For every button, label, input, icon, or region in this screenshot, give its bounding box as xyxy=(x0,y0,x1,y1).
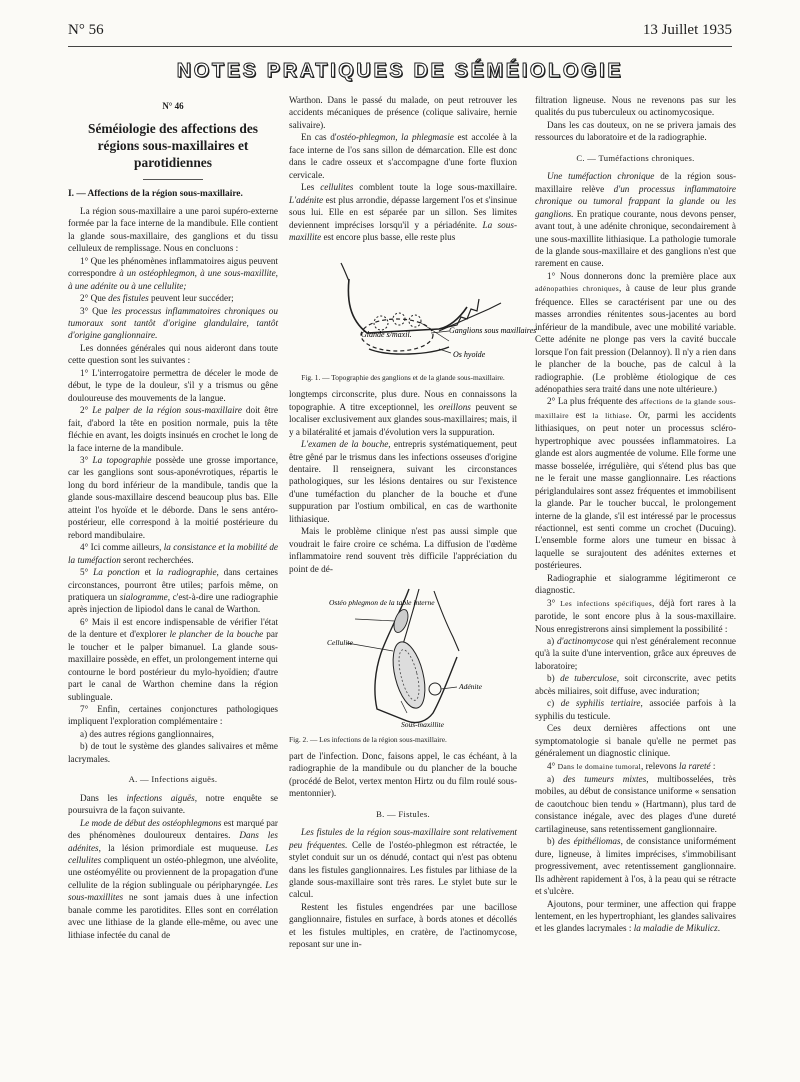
paragraph: filtration ligneuse. Nous ne revenons pas sur les qualités du pus tuberculeux ou actinomycosique. xyxy=(535,95,736,118)
paragraph: 3° Les infections spécifiques, déjà fort rares à la parotide, le sont encore plus à la sous-maxillaire. Nous enregistrerons ainsi simplement la possibilité : xyxy=(535,597,736,634)
paragraph: Les fistules de la région sous-maxillaire sont relativement peu fréquentes. Celle de l'ostéo-phlegmon est rétractée, le stylet conduit sur un os dénudé, contact qui n'est pas obtenu dans les fistules ganglionnaires. Les fistules par lithiase de la glande sous-maxillaire sont très rares. Le stylet bute sur le calcul. xyxy=(289,827,517,900)
list-item: a) des autres régions ganglionnaires, xyxy=(80,728,214,739)
paragraph: Les cellulites comblent toute la loge sous-maxillaire. L'adénite est plus arrondie, dépasse largement l'os et s'insinue sous lui. Elle en est séparée par un sillon. Ses limites deviennent imprécises lorsqu'il y a périadénite. La sous-maxillite est encore plus basse, elle reste plus xyxy=(289,182,517,242)
page-title: NOTES PRATIQUES DE SÉMÉIOLOGIE xyxy=(176,60,624,82)
paragraph: 1° Nous donnerons donc la première place aux adénopathies chroniques, à cause de leur plus grande fréquence. Elles se caractérisent par une ou des masses arrondies rénitentes sous-jacentes au bord inférieur de la mandibule, avec une mobilité variable. Cette adénite ne plonge pas vers la cavité buccale lorsque l'on fait pression (Delannoy). Il n'y a rien dans le plancher de la bouche, pas de calcul à la radiographie. (Le problème étiologique de ces adénopathies sera traité dans une note ultérieure.) xyxy=(535,270,737,394)
paragraph: longtemps circonscrite, plus dure. Nous en connaissons la topographie. A titre exceptionnel, les oreillons peuvent se localiser exclusivement aux glandes sous-maxillaires; mais, il y a bilatéralité et jamais d'évolution vers la suppuration. xyxy=(289,389,517,437)
list-item: 3° La topographie possède une grosse importance, car les ganglions sont sous-aponévrotiques, répartis le long du bord inférieur de la mandibule, tandis que la glande sous-maxillaire descend beaucoup plus bas. Elle atteint l'os hyoïde et le déborde. Dans le sens antéro-postérieur, elle correspond à la moitié postérieure du rebord mandibulaire. xyxy=(68,454,278,540)
column-2 xyxy=(289,94,537,951)
list-item: 1° Que les phénomènes inflammatoires aigus peuvent correspondre à un ostéophlegmon, à une sous-maxillite, à une adénite ou à une cellulite; xyxy=(68,255,278,291)
figure-2 xyxy=(289,581,517,744)
issue-date: 13 Juillet 1935 xyxy=(642,22,732,38)
label-adenite: Adénite xyxy=(459,682,482,692)
list-item: c) de syphilis tertiaire, associée parfois à la syphilis du testicule. xyxy=(535,698,736,721)
title-divider xyxy=(143,179,203,180)
list-item: 5° La ponction et la radiographie, dans certaines circonstances, pourront être utiles; parfois même, on pratiquera un sialogramme, c'est-à-dire une radiographie après injection de lipiodol dans le canal de Warthon. xyxy=(68,567,278,615)
paragraph: Ces deux dernières affections ont une symptomatologie si banale qu'elle ne permet pas généralement un diagnostic clinique. xyxy=(535,723,736,759)
figure-caption: Fig. 1. — Topographie des ganglions et de la glande sous-maxillaire. xyxy=(301,372,505,382)
label-osteo: Ostéo phlegmon de la table interne xyxy=(329,598,435,608)
list-item: 2° Que des fistules peuvent leur succéder; xyxy=(80,293,234,304)
figure-1 xyxy=(289,249,537,382)
paragraph: Une tuméfaction chronique de la région sous-maxillaire relève d'un processus inflammatoire chronique ou tumoral frappant la glande ou les ganglions. En pratique courante, nous devons penser, avant tout, à une adénite chronique, secondairement à une sous-maxillite lithiasique. La pathologie tumorale de la glande sous-maxillaire et des ganglions n'est que rarement en cause. xyxy=(535,171,737,269)
paragraph: La région sous-maxillaire a une paroi supéro-externe formée par la face interne de la mandibule. Elle contient la glande sous-maxillaire, des ganglions et du tissu celluleux de remplissage. Nous en concluons : xyxy=(68,205,278,254)
mandible-diagram xyxy=(289,249,537,367)
list-item: b) des épithéliomas, de consistance uniformément dure, ligneuse, à limites imprécises, s'immobilisant progressivement, avec retentissement ganglionnaire. Ils adhèrent rapidement à l'os, à la peau qui se rétracte et s'ulcère. xyxy=(535,836,737,897)
note-number: N° 46 xyxy=(162,101,184,111)
list-item: a) des tumeurs mixtes, multibosselées, très mobiles, au début de consistance uniforme « sensation de caoutchouc bien tendu » (Hartmann), plus tard de consistance inégale, avec des plages d'une dureté cartilagineuse, sans retentissement ganglionnaire. xyxy=(535,774,737,834)
list-item: 3° Que les processus inflammatoires chroniques ou tumoraux sont tantôt d'origine glandulaire, tantôt d'origine ganglionnaire. xyxy=(68,305,278,341)
paragraph: Restent les fistules engendrées par une bacillose ganglionnaire, fistules en surface, à bords atones et décollés et les fistules multiples, en cratère, de l'actinomycose, reposant sur une in- xyxy=(289,901,517,950)
paragraph: Ajoutons, pour terminer, une affection qui frappe lentement, en les hypertrophiant, les glandes salivaires et les glandes lacrymales : la maladie de Mikulicz. xyxy=(535,898,736,934)
article-title: Séméiologie des affections des régions sous-maxillaires et parotidiennes xyxy=(88,121,258,171)
infections-diagram xyxy=(289,581,517,731)
list-item: 1° L'interrogatoire permettra de déceler le mode de début, le type de la douleur, s'il y a trismus ou gêne douloureuse des mouvements de la langue. xyxy=(68,367,278,403)
paragraph: Dans les cas douteux, on ne se privera jamais des ressources du laboratoire et de la radiographie. xyxy=(535,119,736,143)
paragraph: 2° La plus fréquente des affections de la glande sous-maxillaire est la lithiase. Or, parmi les accidents lithiasiques, on peut noter un processus scléro-hypertrophique avec poussées inflammatoires. La glande est alors augmentée de volume. Elle forme une masse bosselée, irrégulière, qui s'étend plus bas que ne le ferait une masse ganglionnaire. Les réactions périglandulaires sont assez fréquentes et immobilisent la glande. Par le toucher buccal, le prolongement interne de la glande, s'il est intéressé par le processus réactionnel, est senti comme un crochet (Ducuing). L'ensemble forme alors une tumeur en bissac à laquelle se surajoutent des adénites externes et postérieures. xyxy=(535,396,736,571)
paragraph: Les données générales qui nous aideront dans toute cette question sont les suivantes : xyxy=(68,342,278,366)
column-3 xyxy=(535,94,736,935)
list-item: b) de tuberculose, soit circonscrite, avec petits abcès miliaires, soit diffuse, avec induration; xyxy=(535,673,737,696)
paragraph: Warthon. Dans le passé du malade, on peut retrouver les accidents mécaniques de présence (colique salivaire, hernie salivaire). xyxy=(289,95,517,130)
list-item: 6° Mais il est encore indispensable de vérifier l'état de la denture et d'explorer le plancher de la bouche par le toucher et le palper bimanuel. La glande sous-maxillaire possède, en effet, un prolongement interne qui contourne le bord postérieur du mylo-hyoïdien; d'autre part le canal de Warthon chemine dans la région sublinguale. xyxy=(68,616,279,702)
figure-caption: Fig. 2. — Les infections de la région sous-maxillaire. xyxy=(289,734,447,744)
label-sousmax: Sous-maxillite xyxy=(401,720,444,730)
paragraph: 4° Dans le domaine tumoral, relevons la rareté : xyxy=(547,760,716,771)
list-item: 4° Ici comme ailleurs, la consistance et la mobilité de la tuméfaction seront recherchées. xyxy=(68,542,278,565)
paragraph: L'examen de la bouche, entrepris systématiquement, peut être gêné par le trismus dans les infections osseuses d'origine dentaire. Il renseignera, suivant les circonstances pathologiques, sur les lésions dentaires ou sur l'existence d'une tuméfaction du plancher de la bouche et d'une suppuration par l'ostium ombilical, en cas de warthonite lithiasique. xyxy=(289,439,517,524)
paragraph: Mais le problème clinique n'est pas aussi simple que voudrait le faire croire ce schéma. La diffusion de l'œdème inflammatoire rend souvent très difficile l'appréciation du point de dé- xyxy=(289,526,517,574)
issue-number: N° 56 xyxy=(68,22,104,38)
subheading-c: C. — Tuméfactions chroniques. xyxy=(576,152,695,163)
subheading-a: A. — Infections aiguës. xyxy=(128,774,218,785)
label-glande: Glande s/maxil. xyxy=(361,330,412,340)
section-heading-1: I. — Affections de la région sous-maxillaire. xyxy=(68,189,243,200)
page-header xyxy=(68,22,732,46)
label-ganglions: Ganglions sous maxillaires xyxy=(449,326,537,336)
label-cellulite: Cellulite xyxy=(327,638,353,648)
list-item: a) d'actinomycose qui n'est généralement reconnue qu'à la suite d'une intervention, grâce aux épreuves de laboratoire; xyxy=(535,636,736,671)
label-hyoide: Os hyoïde xyxy=(453,350,486,360)
header-rule xyxy=(68,46,732,47)
list-item: 2° Le palper de la région sous-maxillaire doit être fait, d'abord la tête en position normale, puis la tête fléchie en avant, les doigts insinués en crochet le long de la face interne de la mandibule. xyxy=(68,405,278,453)
paragraph: Dans les infections aiguës, notre enquête se poursuivra de la façon suivante. xyxy=(68,792,278,816)
column-1 xyxy=(68,100,278,941)
paragraph: part de l'infection. Donc, faisons appel, le cas échéant, à la radiographie de la mandibule ou du plancher de la bouche (procédé de Belot, vertex menton Hirtz ou du film roulé sous-mentonnier). xyxy=(289,750,517,799)
paragraph: Radiographie et sialogramme légitimeront ce diagnostic. xyxy=(535,572,736,596)
subheading-b: B. — Fistules. xyxy=(376,808,430,819)
paragraph: En cas d'ostéo-phlegmon, la phlegmasie est accolée à la face interne de l'os sans sillon de démarcation. Elle est donc dans le cadre osseux et s'accompagne d'une forte fluxion cervicale. xyxy=(289,132,517,180)
list-item: b) de tout le système des glandes salivaires et même lacrymales. xyxy=(68,741,278,764)
paragraph: Le mode de début des ostéophlegmons est marqué par des phénomènes douloureux dentaires. Dans les adénites, la lésion primordiale est muqueuse. Les cellulites compliquent un ostéo-phlegmon, une alvéolite, une ostéomyélite ou proviennent de la propagation d'une cellulite de la région sublinguale ou péripharyngée. Les sous-maxillites ne sont jamais dues à une infection banale comme les parotidites. Elles sont en corrélation avec une lithiase de la glande elle-même, ou avec une lithiase infectée du canal de xyxy=(68,817,278,940)
list-item: 7° Enfin, certaines conjonctures pathologiques impliquent l'exploration complémentaire : xyxy=(68,704,278,727)
